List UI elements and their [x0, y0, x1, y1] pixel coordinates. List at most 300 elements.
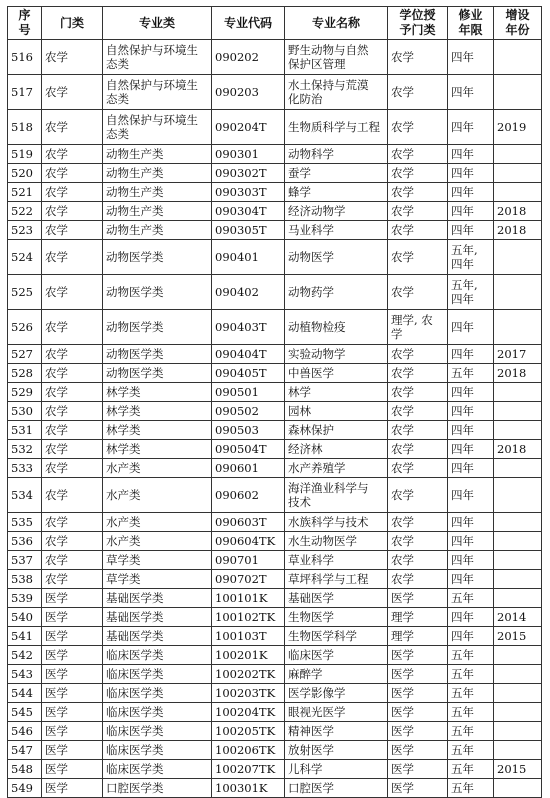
cell-year-added [494, 164, 542, 183]
header-text-line: 增设 [505, 8, 530, 22]
table-row [8, 183, 542, 202]
cell-year-added [494, 440, 542, 459]
table-row [8, 310, 542, 345]
cell-text-line: 草业科学 [288, 553, 334, 567]
cell-index [8, 684, 42, 703]
cell-text-line: 538 [11, 572, 33, 586]
cell-text-line: 临床医学类 [106, 686, 164, 700]
cell-year-added [494, 240, 542, 275]
cell-text-line: 口腔医学 [288, 781, 334, 795]
cell-study-years [448, 110, 494, 145]
cell-study-years [448, 741, 494, 760]
cell-year-added [494, 570, 542, 589]
cell-study-years [448, 760, 494, 779]
cell-text-line: 医学 [391, 686, 414, 700]
cell-text-line: 100102TK [215, 610, 276, 624]
cell-text-line: 医学影像学 [288, 686, 346, 700]
cell-text-line: 五年 [451, 781, 474, 795]
cell-major-code [212, 275, 285, 310]
cell-text-line: 农学 [391, 120, 414, 134]
cell-text-line: 100204TK [215, 705, 276, 719]
cell-category [42, 240, 103, 275]
cell-text-line: 四年 [451, 185, 474, 199]
cell-year-added [494, 110, 542, 145]
cell-major-code [212, 440, 285, 459]
cell-major-code [212, 627, 285, 646]
cell-text-line: 医学 [391, 591, 414, 605]
cell-index [8, 40, 42, 75]
cell-index [8, 75, 42, 110]
cell-text-line: 森林保护 [288, 423, 334, 437]
cell-major-name [285, 275, 388, 310]
cell-text-line: 医学 [391, 667, 414, 681]
cell-text-line: 农学 [391, 147, 414, 161]
cell-text-line: 技术 [288, 495, 311, 509]
cell-year-added [494, 145, 542, 164]
cell-text-line: 医学 [45, 686, 68, 700]
cell-discipline-class [103, 570, 212, 589]
cell-discipline-class [103, 402, 212, 421]
cell-text-line: 090604TK [215, 534, 276, 548]
cell-text-line: 519 [11, 147, 33, 161]
cell-index [8, 760, 42, 779]
cell-major-code [212, 684, 285, 703]
cell-text-line: 2014 [497, 610, 527, 624]
cell-major-name [285, 221, 388, 240]
cell-category [42, 145, 103, 164]
header-text-line: 序 [18, 8, 31, 22]
cell-text-line: 农学 [391, 50, 414, 64]
cell-text-line: 539 [11, 591, 33, 605]
cell-text-line: 农学 [45, 166, 68, 180]
cell-index [8, 310, 42, 345]
cell-category [42, 402, 103, 421]
table-row [8, 779, 542, 798]
cell-index [8, 627, 42, 646]
cell-text-line: 医学 [391, 743, 414, 757]
cell-degree-type [388, 741, 448, 760]
cell-major-code [212, 364, 285, 383]
cell-discipline-class [103, 684, 212, 703]
cell-index [8, 478, 42, 513]
header-text-line: 专业类 [138, 15, 175, 30]
cell-text-line: 农学 [391, 223, 414, 237]
cell-category [42, 532, 103, 551]
cell-category [42, 722, 103, 741]
cell-text-line: 经济林 [288, 442, 323, 456]
cell-text-line: 四年 [451, 120, 474, 134]
cell-text-line: 医学 [45, 705, 68, 719]
cell-text-line: 草学类 [106, 553, 141, 567]
cell-major-name [285, 75, 388, 110]
cell-text-line: 自然保护与环境生 [106, 78, 198, 92]
cell-text-line: 医学 [45, 648, 68, 662]
cell-text-line: 态类 [106, 92, 129, 106]
cell-year-added [494, 183, 542, 202]
cell-text-line: 四年 [451, 347, 474, 361]
cell-year-added [494, 221, 542, 240]
cell-major-code [212, 459, 285, 478]
cell-index [8, 646, 42, 665]
cell-text-line: 五年, [451, 278, 478, 292]
cell-degree-type [388, 779, 448, 798]
table-row [8, 221, 542, 240]
cell-discipline-class [103, 440, 212, 459]
cell-major-code [212, 703, 285, 722]
cell-index [8, 221, 42, 240]
cell-major-name [285, 402, 388, 421]
cell-degree-type [388, 145, 448, 164]
cell-major-name [285, 145, 388, 164]
cell-major-name [285, 440, 388, 459]
cell-major-name [285, 183, 388, 202]
cell-discipline-class [103, 345, 212, 364]
header-major-code [212, 7, 285, 40]
cell-discipline-class [103, 760, 212, 779]
cell-degree-type [388, 608, 448, 627]
cell-degree-type [388, 345, 448, 364]
cell-text-line: 四年 [451, 166, 474, 180]
cell-text-line: 100207TK [215, 762, 276, 776]
cell-text-line: 园林 [288, 404, 311, 418]
cell-text-line: 动物生产类 [106, 223, 164, 237]
cell-year-added [494, 646, 542, 665]
cell-text-line: 医学 [391, 705, 414, 719]
cell-text-line: 农学 [45, 204, 68, 218]
cell-major-name [285, 684, 388, 703]
table-row [8, 402, 542, 421]
cell-discipline-class [103, 627, 212, 646]
cell-text-line: 100203TK [215, 686, 276, 700]
cell-degree-type [388, 760, 448, 779]
cell-text-line: 农学 [45, 85, 68, 99]
cell-text-line: 保护区管理 [288, 57, 346, 71]
cell-text-line: 眼视光医学 [288, 705, 346, 719]
cell-text-line: 理学, 农 [391, 313, 433, 327]
cell-degree-type [388, 164, 448, 183]
cell-major-name [285, 240, 388, 275]
cell-text-line: 动植物检疫 [288, 320, 346, 334]
cell-major-name [285, 589, 388, 608]
table-row [8, 627, 542, 646]
cell-text-line: 四年 [451, 488, 474, 502]
cell-major-code [212, 145, 285, 164]
cell-text-line: 学 [391, 327, 403, 341]
cell-text-line: 四年 [451, 610, 474, 624]
cell-text-line: 基础医学类 [106, 591, 164, 605]
table-row [8, 40, 542, 75]
cell-text-line: 动物医学类 [106, 347, 164, 361]
cell-text-line: 临床医学类 [106, 667, 164, 681]
cell-text-line: 090404T [215, 347, 267, 361]
cell-text-line: 090402 [215, 285, 259, 299]
cell-text-line: 林学类 [106, 442, 141, 456]
cell-year-added [494, 383, 542, 402]
cell-study-years [448, 40, 494, 75]
cell-index [8, 402, 42, 421]
cell-discipline-class [103, 589, 212, 608]
cell-text-line: 农学 [391, 572, 414, 586]
cell-degree-type [388, 40, 448, 75]
cell-text-line: 四年 [451, 223, 474, 237]
cell-discipline-class [103, 383, 212, 402]
cell-text-line: 四年 [451, 534, 474, 548]
cell-major-name [285, 513, 388, 532]
cell-text-line: 林学类 [106, 423, 141, 437]
cell-text-line: 090202 [215, 50, 259, 64]
cell-text-line: 马业科学 [288, 223, 334, 237]
cell-study-years [448, 75, 494, 110]
cell-index [8, 722, 42, 741]
cell-year-added [494, 275, 542, 310]
cell-category [42, 75, 103, 110]
cell-text-line: 090304T [215, 204, 267, 218]
cell-text-line: 530 [11, 404, 33, 418]
cell-text-line: 090502 [215, 404, 259, 418]
cell-text-line: 四年 [451, 423, 474, 437]
cell-discipline-class [103, 608, 212, 627]
cell-major-code [212, 40, 285, 75]
cell-degree-type [388, 627, 448, 646]
cell-text-line: 医学 [391, 781, 414, 795]
cell-text-line: 五年 [451, 591, 474, 605]
cell-text-line: 农学 [391, 204, 414, 218]
cell-text-line: 100205TK [215, 724, 276, 738]
cell-text-line: 基础医学类 [106, 610, 164, 624]
cell-text-line: 生物医学科学 [288, 629, 357, 643]
cell-text-line: 547 [11, 743, 33, 757]
table-row [8, 513, 542, 532]
cell-discipline-class [103, 145, 212, 164]
cell-discipline-class [103, 741, 212, 760]
cell-study-years [448, 570, 494, 589]
cell-index [8, 345, 42, 364]
cell-text-line: 农学 [45, 147, 68, 161]
cell-major-code [212, 665, 285, 684]
cell-year-added [494, 760, 542, 779]
cell-text-line: 五年, [451, 243, 478, 257]
cell-text-line: 四年 [451, 204, 474, 218]
cell-text-line: 精神医学 [288, 724, 334, 738]
cell-text-line: 100206TK [215, 743, 276, 757]
cell-text-line: 090303T [215, 185, 267, 199]
cell-text-line: 090401 [215, 250, 259, 264]
cell-text-line: 医学 [45, 610, 68, 624]
cell-text-line: 533 [11, 461, 33, 475]
header-degree-type [388, 7, 448, 40]
cell-text-line: 医学 [45, 762, 68, 776]
cell-year-added [494, 627, 542, 646]
cell-text-line: 518 [11, 120, 33, 134]
cell-text-line: 医学 [45, 781, 68, 795]
cell-text-line: 五年 [451, 648, 474, 662]
cell-text-line: 自然保护与环境生 [106, 113, 198, 127]
cell-text-line: 农学 [391, 185, 414, 199]
cell-study-years [448, 722, 494, 741]
cell-text-line: 农学 [391, 385, 414, 399]
cell-major-code [212, 402, 285, 421]
cell-year-added [494, 551, 542, 570]
cell-text-line: 090302T [215, 166, 267, 180]
cell-major-name [285, 570, 388, 589]
cell-major-name [285, 345, 388, 364]
cell-major-code [212, 478, 285, 513]
header-text-line: 年份 [505, 23, 530, 37]
cell-year-added [494, 779, 542, 798]
cell-text-line: 535 [11, 515, 33, 529]
cell-year-added [494, 665, 542, 684]
cell-text-line: 五年 [451, 667, 474, 681]
document-page [7, 6, 542, 798]
cell-text-line: 2019 [497, 120, 527, 134]
header-text-line: 专业名称 [311, 15, 360, 30]
cell-discipline-class [103, 421, 212, 440]
cell-text-line: 090301 [215, 147, 259, 161]
cell-category [42, 627, 103, 646]
cell-text-line: 532 [11, 442, 33, 456]
cell-degree-type [388, 459, 448, 478]
cell-year-added [494, 421, 542, 440]
cell-major-code [212, 421, 285, 440]
cell-text-line: 522 [11, 204, 33, 218]
cell-text-line: 531 [11, 423, 33, 437]
cell-text-line: 2015 [497, 762, 527, 776]
header-text-line: 修业 [458, 8, 483, 22]
cell-major-name [285, 665, 388, 684]
cell-category [42, 40, 103, 75]
cell-study-years [448, 703, 494, 722]
cell-text-line: 090701 [215, 553, 259, 567]
cell-text-line: 090601 [215, 461, 259, 475]
table-row [8, 345, 542, 364]
cell-text-line: 医学 [391, 762, 414, 776]
cell-index [8, 589, 42, 608]
cell-category [42, 164, 103, 183]
cell-discipline-class [103, 275, 212, 310]
cell-major-code [212, 608, 285, 627]
cell-text-line: 520 [11, 166, 33, 180]
cell-text-line: 农学 [391, 553, 414, 567]
cell-text-line: 529 [11, 385, 33, 399]
table-row [8, 722, 542, 741]
cell-index [8, 513, 42, 532]
cell-text-line: 动物医学类 [106, 250, 164, 264]
cell-text-line: 动物医学 [288, 250, 334, 264]
cell-major-name [285, 551, 388, 570]
cell-category [42, 221, 103, 240]
cell-text-line: 农学 [391, 166, 414, 180]
table-row [8, 608, 542, 627]
cell-discipline-class [103, 532, 212, 551]
cell-text-line: 理学 [391, 629, 414, 643]
cell-major-code [212, 202, 285, 221]
cell-text-line: 农学 [391, 534, 414, 548]
cell-discipline-class [103, 703, 212, 722]
cell-study-years [448, 646, 494, 665]
cell-major-code [212, 646, 285, 665]
cell-text-line: 生物质科学与工程 [288, 120, 380, 134]
cell-major-name [285, 608, 388, 627]
cell-degree-type [388, 221, 448, 240]
cell-text-line: 水产类 [106, 515, 141, 529]
table-row [8, 145, 542, 164]
cell-year-added [494, 608, 542, 627]
cell-text-line: 动物科学 [288, 147, 334, 161]
cell-discipline-class [103, 722, 212, 741]
cell-text-line: 525 [11, 285, 33, 299]
cell-text-line: 四年 [451, 572, 474, 586]
cell-text-line: 090203 [215, 85, 259, 99]
cell-text-line: 农学 [45, 250, 68, 264]
cell-text-line: 521 [11, 185, 33, 199]
cell-index [8, 608, 42, 627]
cell-category [42, 459, 103, 478]
cell-text-line: 农学 [391, 461, 414, 475]
cell-major-name [285, 421, 388, 440]
cell-major-name [285, 364, 388, 383]
cell-text-line: 理学 [391, 610, 414, 624]
cell-text-line: 医学 [45, 667, 68, 681]
cell-study-years [448, 684, 494, 703]
cell-text-line: 动物生产类 [106, 185, 164, 199]
table-row [8, 646, 542, 665]
cell-degree-type [388, 722, 448, 741]
cell-index [8, 421, 42, 440]
cell-text-line: 五年 [451, 762, 474, 776]
cell-year-added [494, 202, 542, 221]
cell-study-years [448, 665, 494, 684]
cell-text-line: 林学类 [106, 385, 141, 399]
cell-index [8, 703, 42, 722]
cell-major-code [212, 183, 285, 202]
cell-text-line: 农学 [45, 320, 68, 334]
cell-degree-type [388, 589, 448, 608]
cell-text-line: 中兽医学 [288, 366, 334, 380]
table-header-row [8, 7, 542, 40]
cell-discipline-class [103, 164, 212, 183]
cell-major-code [212, 532, 285, 551]
cell-text-line: 动物医学类 [106, 320, 164, 334]
cell-text-line: 农学 [45, 461, 68, 475]
cell-category [42, 383, 103, 402]
cell-text-line: 农学 [45, 553, 68, 567]
cell-text-line: 100301K [215, 781, 268, 795]
cell-category [42, 589, 103, 608]
cell-major-code [212, 383, 285, 402]
cell-major-code [212, 722, 285, 741]
cell-major-name [285, 459, 388, 478]
cell-text-line: 化防治 [288, 92, 323, 106]
cell-degree-type [388, 402, 448, 421]
cell-text-line: 农学 [391, 515, 414, 529]
table-row [8, 684, 542, 703]
cell-text-line: 海洋渔业科学与 [288, 481, 369, 495]
cell-text-line: 四年 [451, 461, 474, 475]
cell-text-line: 临床医学类 [106, 705, 164, 719]
cell-text-line: 农学 [45, 385, 68, 399]
cell-major-name [285, 722, 388, 741]
cell-text-line: 2018 [497, 366, 527, 380]
cell-discipline-class [103, 551, 212, 570]
table-row [8, 589, 542, 608]
cell-text-line: 四年 [451, 629, 474, 643]
cell-major-code [212, 513, 285, 532]
cell-major-name [285, 741, 388, 760]
cell-text-line: 四年 [451, 515, 474, 529]
header-text-line: 号 [18, 23, 31, 37]
cell-text-line: 农学 [45, 423, 68, 437]
cell-year-added [494, 532, 542, 551]
